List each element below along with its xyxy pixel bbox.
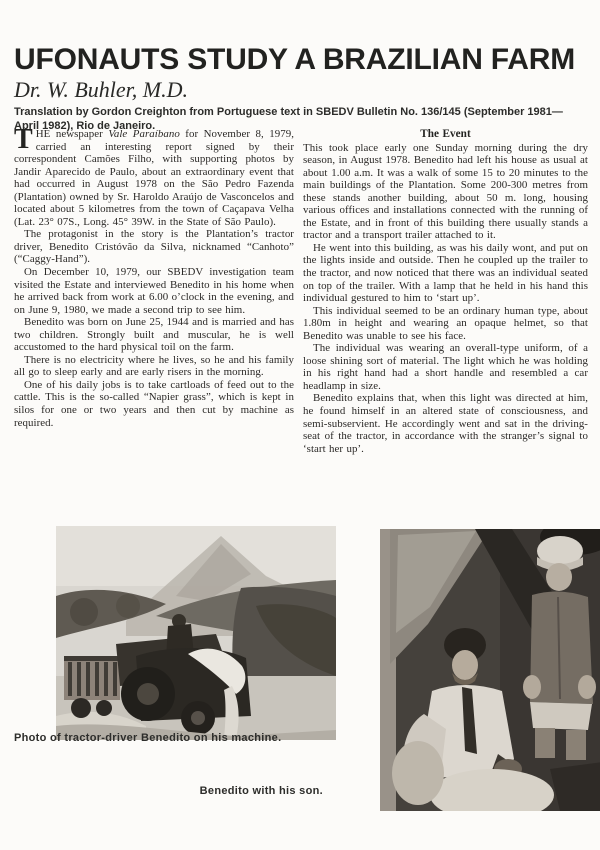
left-column [14, 124, 294, 429]
son-photo-image [380, 529, 600, 811]
article-header [14, 44, 588, 133]
paragraph [14, 124, 294, 228]
section-heading-the-event: The Event [420, 128, 471, 140]
paragraph-text: HE newspaper [35, 128, 109, 140]
paragraph: He went into this building, as was his daily wont, and put on the lights inside and outside. Then he coupled up the trailer to the tractor, and now noticed that there was an individual seated on top of the trailer. With a lamp that he held in his hand this individual gestured to him to ‘start up’. [303, 241, 588, 305]
translation-note: Translation by Gordon Creighton from Portuguese text in SBEDV Bulletin No. 136/145 (September 1981—April 1982), Rio de Janeiro. [14, 106, 563, 132]
tractor-photo [56, 526, 336, 740]
byline: Dr. W. Buhler, M.D. [14, 77, 188, 102]
paragraph: This individual seemed to be an ordinary human type, about 1.80m in height and wearing an opaque helmet, so that Benedito was unable to see his face. [303, 304, 588, 342]
paragraph-text: for November 8, 1979, carried an interesting report signed by their correspondent Camões Filho, with supporting photos by Jandir Aparecido de Paulo, about an extraordinary event that had occurred in August 1978 on the São Pedro Fazenda (Plantation) owned by Sr. Haroldo Araújo de Vasconcelos and located about 5 kilometres from the town of Caçapava Velha (Lat. 23° 07S., Long. 45° 39W. in the State of São Paulo). [14, 128, 294, 228]
paragraph: On December 10, 1979, our SBEDV investigation team visited the Estate and interviewed Benedito in his home when he arrived back from work at 6.00 o’clock in the evening, and on June 9, 1980, we made a second trip to see him. [14, 266, 294, 316]
newspaper-name: Vale Paraíbano [108, 128, 180, 140]
paragraph: One of his daily jobs is to take cartloads of feed out to the cattle. This is the so-called “Napier grass”, which is kept in silos for one or two years and then cut by machine as required. [14, 378, 294, 429]
son-photo-caption: Benedito with his son. [199, 785, 323, 797]
paragraph: This took place early one Sunday morning during the dry season, in August 1978. Benedito had left his house as usual at about 1.00 a.m. It was a walk of some 15 to 20 minutes to the main buildings of the Plantation. Some 200-300 metres from these stands another building, about 50 m. long, housing various offices and installations connected with the running of the Estate, and in front of this building there usually stands a tractor and a transport trailer attached to it. [303, 141, 588, 242]
son-photo [380, 529, 600, 811]
paragraph: Benedito was born on June 25, 1944 and is married and has two children. Strongly built and muscular, he is well accustomed to the hard physical toil on the farm. [14, 316, 294, 354]
paragraph: The protagonist in the story is the Plantation’s tractor driver, Benedito Cristóvão da Silva, nicknamed “Canhoto” (“Caggy-Hand”). [14, 228, 294, 266]
tractor-photo-image [56, 526, 336, 740]
paragraph: The individual was wearing an overall-type uniform, of a loose shining sort of material. The light which he was holding in his right hand had a short handle and resembled a car headlamp in size. [303, 342, 588, 392]
paragraph: Benedito explains that, when this light was directed at him, he found himself in an altered state of consciousness, and semi-subservient. He accordingly went and sat in the driving-seat of the tractor, in accordance with the stranger’s signal to ‘start her up’. [303, 392, 588, 455]
drop-cap: T [14, 124, 33, 155]
tractor-photo-caption: Photo of tractor-driver Benedito on his machine. [14, 732, 282, 744]
right-column [303, 128, 588, 455]
article-title: UFONAUTS STUDY A BRAZILIAN FARM [14, 43, 576, 76]
paragraph: There is no electricity where he lives, so he and his family all go to sleep early and are early risers in the morning. [14, 353, 294, 379]
